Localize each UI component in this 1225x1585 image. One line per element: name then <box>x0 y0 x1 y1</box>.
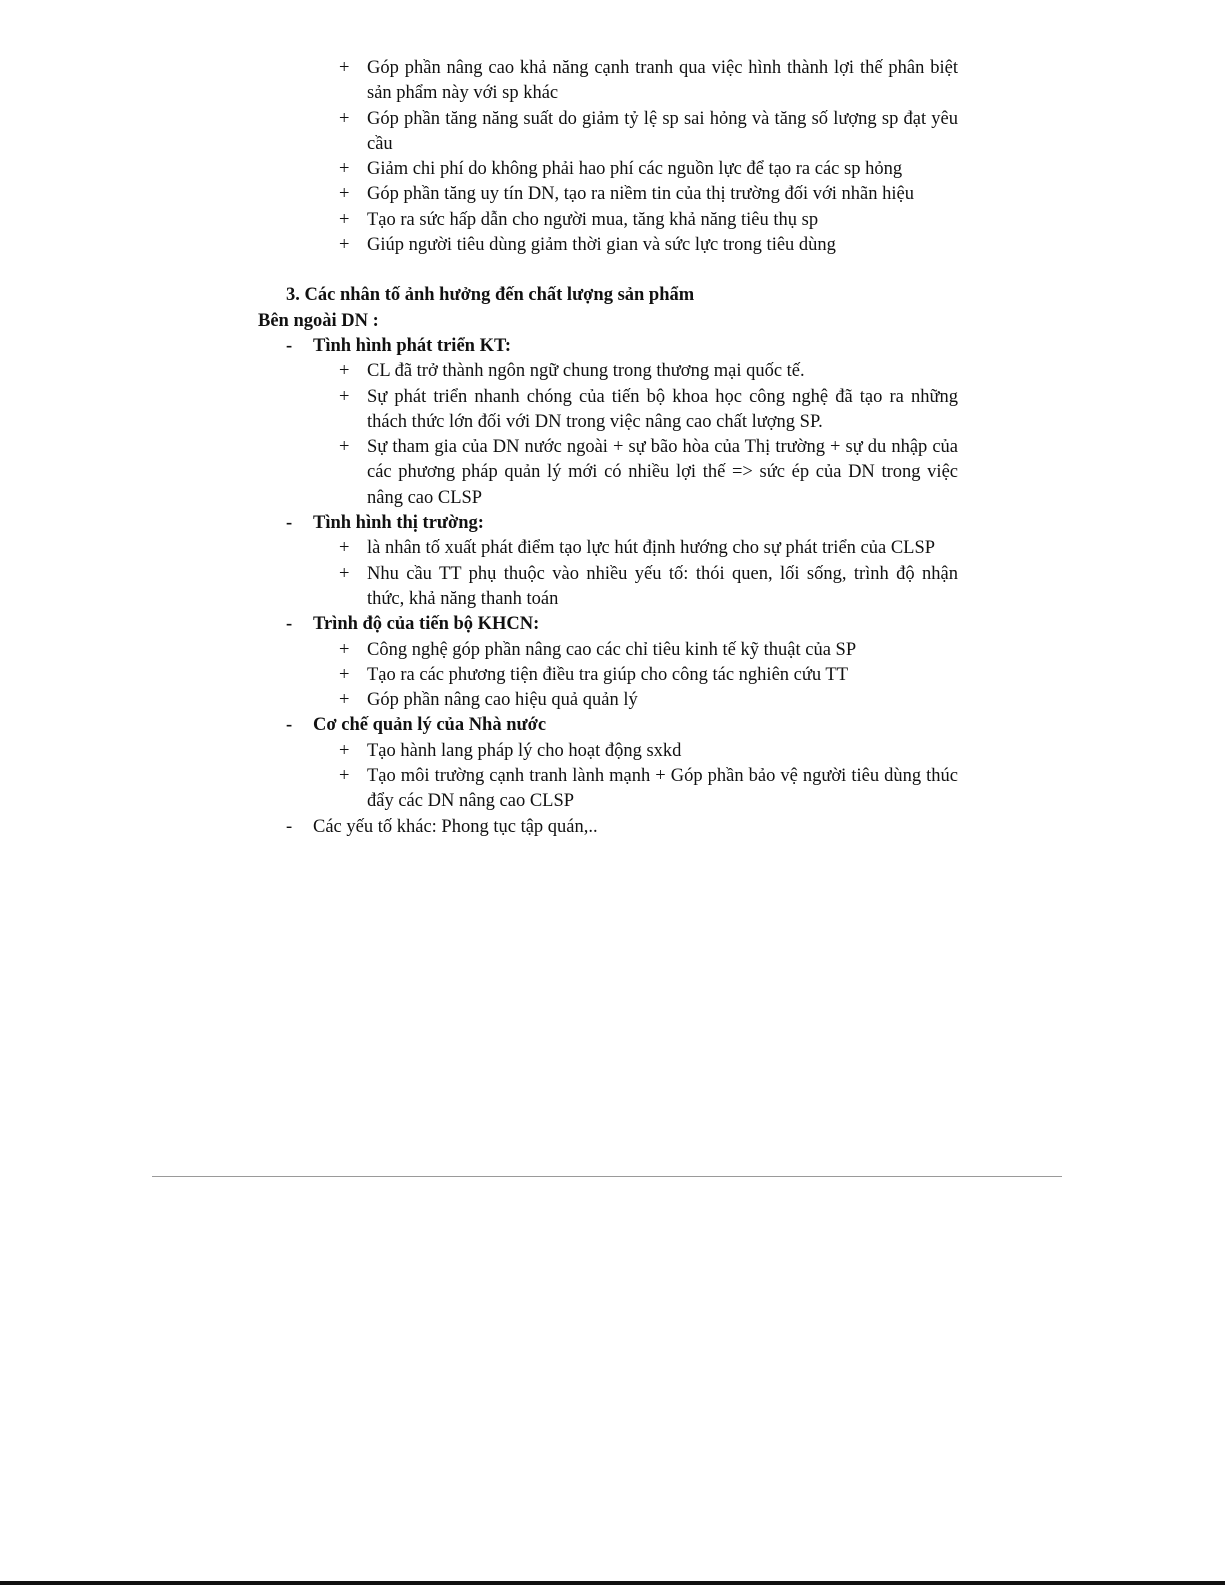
group-title <box>258 511 958 536</box>
list-item <box>258 739 958 764</box>
plus-bullet: + <box>339 639 350 660</box>
page-content <box>258 56 958 840</box>
list-item <box>258 764 958 815</box>
group-title <box>258 612 958 637</box>
list-item <box>258 56 958 107</box>
plus-bullet: + <box>339 766 350 787</box>
list-item <box>258 182 958 207</box>
list-item-text: Tạo môi trường cạnh tranh lành mạnh + Góp phần bảo vệ người tiêu dùng thúc đẩy các DN nâng cao CLSP <box>367 766 958 812</box>
dash-bullet: - <box>286 715 293 736</box>
list-item-text: Công nghệ góp phần nâng cao các chỉ tiêu kinh tế kỹ thuật của SP <box>367 639 857 660</box>
list-item <box>258 385 958 436</box>
list-item-text: Giúp người tiêu dùng giảm thời gian và sức lực trong tiêu dùng <box>367 235 836 256</box>
list-item <box>258 208 958 233</box>
plus-bullet: + <box>339 437 350 458</box>
other-factors <box>258 815 958 840</box>
plus-bullet: + <box>339 108 350 129</box>
plus-bullet: + <box>339 159 350 180</box>
list-item-text: Sự phát triển nhanh chóng của tiến bộ khoa học công nghệ đã tạo ra những thách thức lớn đối với DN trong việc nâng cao chất lượng SP. <box>367 386 958 432</box>
group-title-text: Trình độ của tiến bộ KHCN: <box>313 614 540 635</box>
plus-bullet: + <box>339 538 350 559</box>
plus-bullet: + <box>339 235 350 256</box>
list-item <box>258 638 958 663</box>
group-title-text: Cơ chế quản lý của Nhà nước <box>313 715 547 736</box>
dash-bullet: - <box>286 816 293 837</box>
plus-bullet: + <box>339 690 350 711</box>
subheading: Bên ngoài DN : <box>258 310 379 331</box>
plus-bullet: + <box>339 361 350 382</box>
list-item-text: Tạo hành lang pháp lý cho hoạt động sxkd <box>367 740 682 761</box>
plus-bullet: + <box>339 386 350 407</box>
list-item-text: Góp phần nâng cao khả năng cạnh tranh qua việc hình thành lợi thế phân biệt sản phẩm này với sp khác <box>367 58 958 104</box>
dash-bullet: - <box>286 335 293 356</box>
list-item <box>258 233 958 258</box>
dash-bullet: - <box>286 513 293 534</box>
group-title <box>258 334 958 359</box>
list-item-text: CL đã trở thành ngôn ngữ chung trong thương mại quốc tế. <box>367 361 805 382</box>
page-divider <box>152 1176 1062 1177</box>
section-heading: 3. Các nhân tố ảnh hưởng đến chất lượng sản phẩm <box>286 285 695 306</box>
list-item-text: Tạo ra các phương tiện điều tra giúp cho công tác nghiên cứu TT <box>367 664 849 685</box>
plus-bullet: + <box>339 58 350 78</box>
other-factors-text: Các yếu tố khác: Phong tục tập quán,.. <box>313 816 598 837</box>
list-item <box>258 562 958 613</box>
list-item-text: Tạo ra sức hấp dẫn cho người mua, tăng khả năng tiêu thụ sp <box>367 209 819 230</box>
plus-bullet: + <box>339 740 350 761</box>
list-item <box>258 359 958 384</box>
list-item-text: Nhu cầu TT phụ thuộc vào nhiều yếu tố: thói quen, lối sống, trình độ nhận thức, khả năng thanh toán <box>367 563 958 609</box>
plus-bullet: + <box>339 184 350 205</box>
list-item <box>258 688 958 713</box>
bottom-edge <box>0 1581 1225 1585</box>
dash-bullet: - <box>286 614 293 635</box>
plus-bullet: + <box>339 664 350 685</box>
group-title-text: Tình hình thị trường: <box>313 513 484 534</box>
list-item-text: Góp phần nâng cao hiệu quả quản lý <box>367 690 638 711</box>
list-item-text: Giảm chi phí do không phải hao phí các nguồn lực để tạo ra các sp hỏng <box>367 159 903 180</box>
list-item-text: Sự tham gia của DN nước ngoài + sự bão hòa của Thị trường + sự du nhập của các phương pháp quản lý mới có nhiều lợi thế => sức ép của DN trong việc nâng cao CLSP <box>367 437 958 508</box>
plus-bullet: + <box>339 209 350 230</box>
plus-bullet: + <box>339 563 350 584</box>
group-title-text: Tình hình phát triển KT: <box>313 335 512 356</box>
list-item-text: Góp phần tăng uy tín DN, tạo ra niềm tin của thị trường đối với nhãn hiệu <box>367 184 914 205</box>
list-item-text: Góp phần tăng năng suất do giảm tỷ lệ sp sai hỏng và tăng số lượng sp đạt yêu cầu <box>367 108 958 154</box>
list-item <box>258 435 958 511</box>
list-item <box>258 157 958 182</box>
list-item <box>258 663 958 688</box>
group-title <box>258 713 958 738</box>
list-item-text: là nhân tố xuất phát điểm tạo lực hút định hướng cho sự phát triển của CLSP <box>367 538 936 559</box>
list-item <box>258 107 958 158</box>
list-item <box>258 536 958 561</box>
